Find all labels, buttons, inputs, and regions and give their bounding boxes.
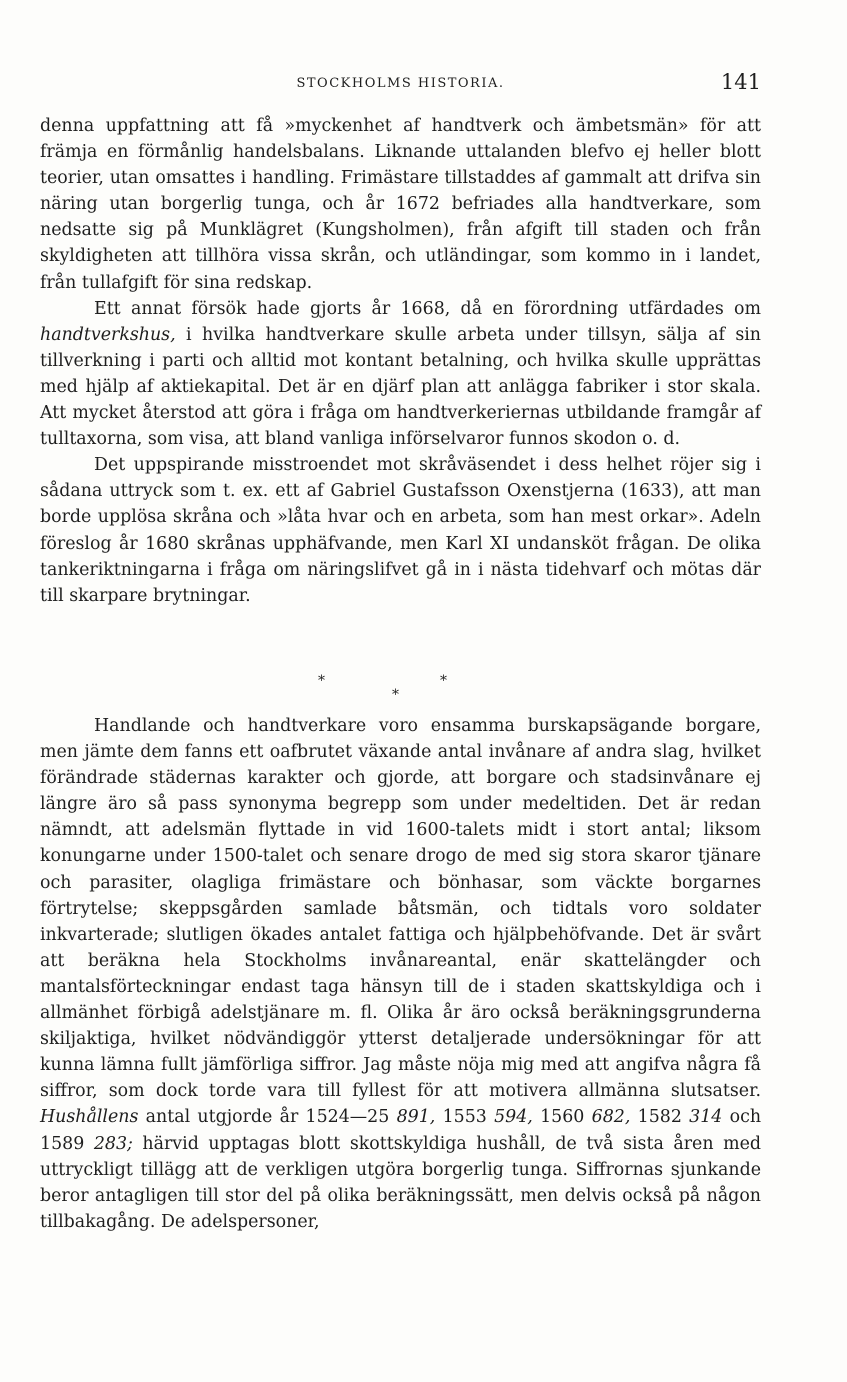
paragraph-4-end: härvid upptagas blott skottskyldiga hushåll, de två sista åren med uttryckligt tillägg att de verkligen utgöra borgerlig tunga. Siffrornas sjunkande beror antagligen till stor del på olika beräkningssätt, men delvis också på någon tillbakagång. De adelspersoner, [40,1133,762,1232]
paragraph-3: Det uppspirande misstroendet mot skråväsendet i dess helhet röjer sig i sådana uttryck som t. ex. ett af Gabriel Gustafsson Oxenstjerna (1633), att man borde upplösa skråna och »låta hvar och en arbeta, som han mest orkar». Adeln föreslog år 1680 skrånas upphäfvande, men Karl XI undansköt frågan. De olika tankeriktningarna i fråga om näringslifvet gå in i nästa tidehvarf och mötas där till skarpare brytningar. [40,455,761,606]
section-divider [300,673,500,707]
count-314: 314 [689,1107,723,1128]
year-1560: 1560 [540,1107,585,1128]
count-283: 283; [93,1133,133,1154]
term-handtverkshus: handtverkshus, [40,324,176,345]
count-682: 682, [591,1107,631,1128]
asterisk-bottom: * [392,687,399,703]
section-2 [40,713,761,1235]
year-1553: 1553 [442,1107,487,1128]
paragraph-4-start: Handlande och handtverkare voro ensamma burskapsägande borgare, men jämte dem fanns ett oafbrutet växande antal invånare af andra slag, hvilket förändrade städernas karakter och gjorde, att borgare och stadsinvånare ej längre äro så pass synonyma begrepp som under medeltiden. Det är redan nämndt, att adelsmän flyttade in vid 1600-talets midt i stort antal; liksom konungarne under 1500-talet och senare drogo de med sig stora skaror tjänare och parasiter, olagliga frimästare och bönhasar, som väckte borgarnes förtrytelse; skeppsgården samlade båtsmän, och tidtals voro soldater inkvarterade; slutligen ökades antalet fattiga och hjälpbehöfvande. Det är svårt att beräkna hela Stockholms invånareantal, enär skattelängder och mantalsförteckningar endast taga hänsyn till de i staden skattskyldiga och i allmänhet förbigå adelstjänare m. fl. Olika år äro också beräkningsgrunderna skiljaktiga, hvilket nödvändiggör ytterst detaljerade undersökningar för att kunna lämna fullt jämförliga siffror. Jag måste nöja mig med att angifva några få siffror, som dock torde vara till fyllest för att motivera allmänna slutsatser. [40,716,761,1102]
asterisk-right: * [440,673,447,689]
page-header [40,70,761,100]
paragraph-2-start: Ett annat försök hade gjorts år 1668, då en förordning utfärdades om [94,298,761,319]
paragraph-2-rest: i hvilka handtverkare skulle arbeta under tillsyn, sälja af sin tillverkning i parti och alltid mot kontant betalning, och hvilka skulle upprättas med hjälp af aktiekapital. Det är en djärf plan att anlägga fabriker i stor skala. Att mycket återstod att göra i fråga om handtverkeriernas utbildande framgår af tulltaxorna, som visa, att bland vanliga införselvaror funnos skodon o. d. [40,324,762,450]
term-hushallens: Hushållens [40,1107,139,1128]
page-number: 141 [720,70,761,94]
paragraph-4 [40,713,761,1235]
section-1 [40,113,761,609]
count-594: 594, [494,1107,533,1128]
year-1589: och 1589 [40,1107,762,1154]
count-891: 891, [396,1107,436,1128]
year-1582: 1582 [637,1107,682,1128]
text-antal: antal utgjorde år 1524—25 [145,1107,390,1128]
paragraph-2 [40,296,761,453]
running-title: STOCKHOLMS HISTORIA. [296,76,505,91]
asterisk-left: * [318,673,325,689]
paragraph-1: denna uppfattning att få »myckenhet af handtverk och ämbetsmän» för att främja en förmånlig handelsbalans. Liknande uttalanden blefvo ej heller blott teorier, utan omsattes i handling. Frimästare tillstaddes af gammalt att drifva sin näring utan borgerlig tunga, och år 1672 befriades alla handtverkare, som nedsatte sig på Munklägret (Kungsholmen), från afgift till staden och från skyldigheten att tillhöra vissa skrån, och utländingar, som kommo in i landet, från tullafgift för sina redskap. [40,116,761,293]
